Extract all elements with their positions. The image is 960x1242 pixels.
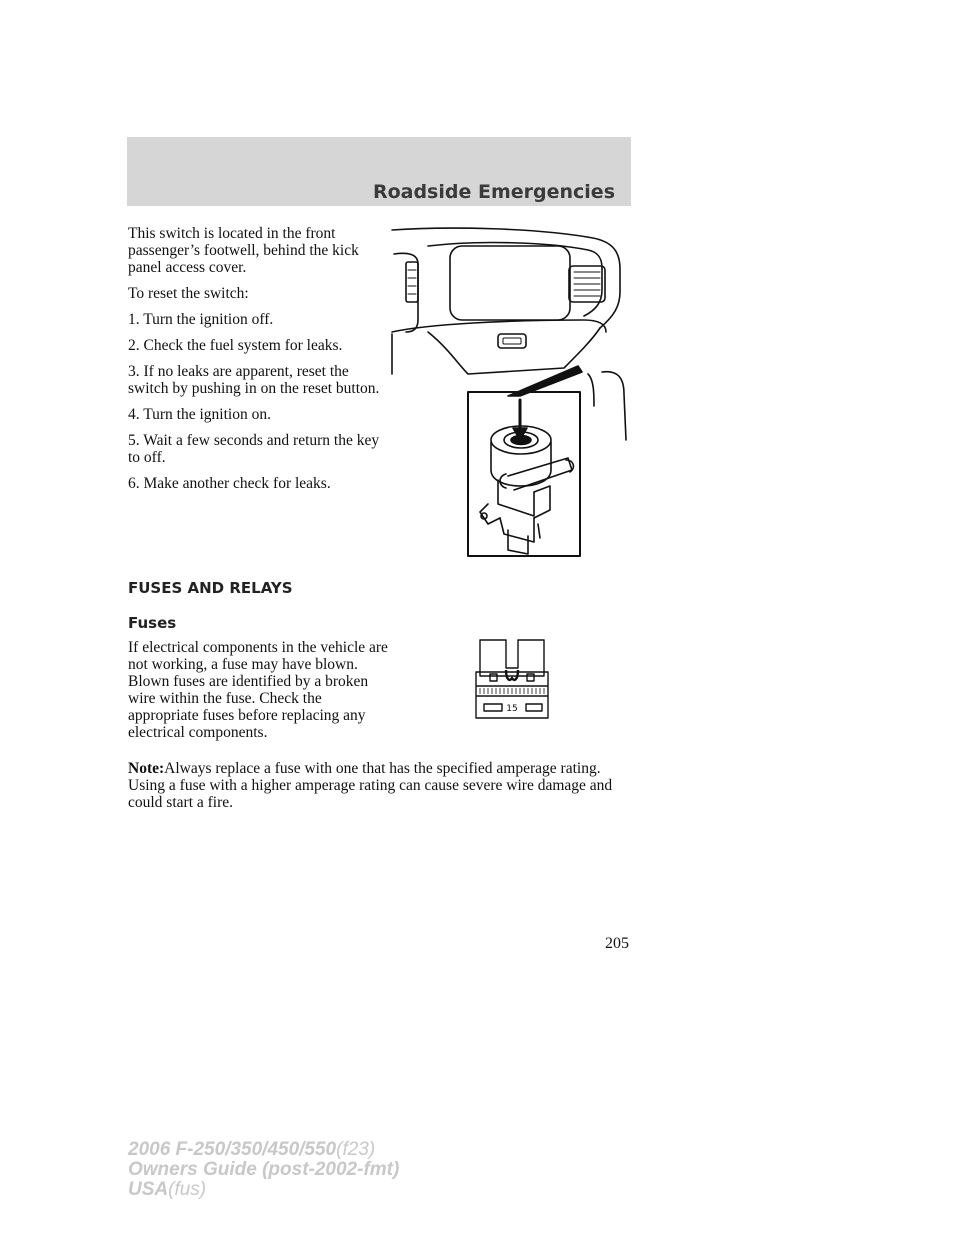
- paragraph: This switch is located in the front passenger’s footwell, behind the kick panel access cover.: [128, 225, 359, 276]
- step-item: 2. Check the fuel system for leaks.: [128, 337, 343, 354]
- fuses-description: [128, 639, 390, 750]
- header-band: [127, 137, 631, 206]
- section-heading: FUSES AND RELAYS: [128, 579, 293, 597]
- footer-market-code: (fus): [168, 1179, 207, 1200]
- footer-guide: Owners Guide (post-2002-fmt): [128, 1159, 400, 1180]
- subsection-heading: Fuses: [128, 614, 177, 632]
- footer-identifier: [128, 1140, 399, 1200]
- fuse-rating-label: 15: [506, 704, 518, 714]
- footer-model: 2006 F-250/350/450/550: [128, 1139, 337, 1160]
- step-item: 3. If no leaks are apparent, reset the switch by pushing in on the reset button.: [128, 363, 380, 397]
- note-text: Always replace a fuse with one that has the specified amperage rating. Using a fuse with a higher amperage rating can cause severe wire damage and could start a fire.: [128, 760, 613, 811]
- note-label: Note:: [128, 760, 165, 777]
- step-item: 4. Turn the ignition on.: [128, 406, 271, 423]
- reset-instructions: [128, 225, 388, 501]
- page-number: 205: [605, 935, 629, 952]
- step-item: 6. Make another check for leaks.: [128, 475, 331, 492]
- paragraph: To reset the switch:: [128, 285, 249, 302]
- inertia-switch-illustration: [388, 224, 638, 560]
- step-item: 1. Turn the ignition off.: [128, 311, 274, 328]
- blade-fuse-illustration: [462, 636, 562, 722]
- paragraph: If electrical components in the vehicle are not working, a fuse may have blown. Blown fuses are identified by a broken wire within the fuse. Check the appropriate fuses before replacing any electrical components.: [128, 639, 388, 741]
- note-paragraph: [128, 760, 633, 811]
- footer-market: USA: [128, 1179, 169, 1200]
- footer-model-code: (f23): [336, 1139, 376, 1160]
- section-title: Roadside Emergencies: [372, 181, 615, 203]
- step-item: 5. Wait a few seconds and return the key to off.: [128, 432, 380, 466]
